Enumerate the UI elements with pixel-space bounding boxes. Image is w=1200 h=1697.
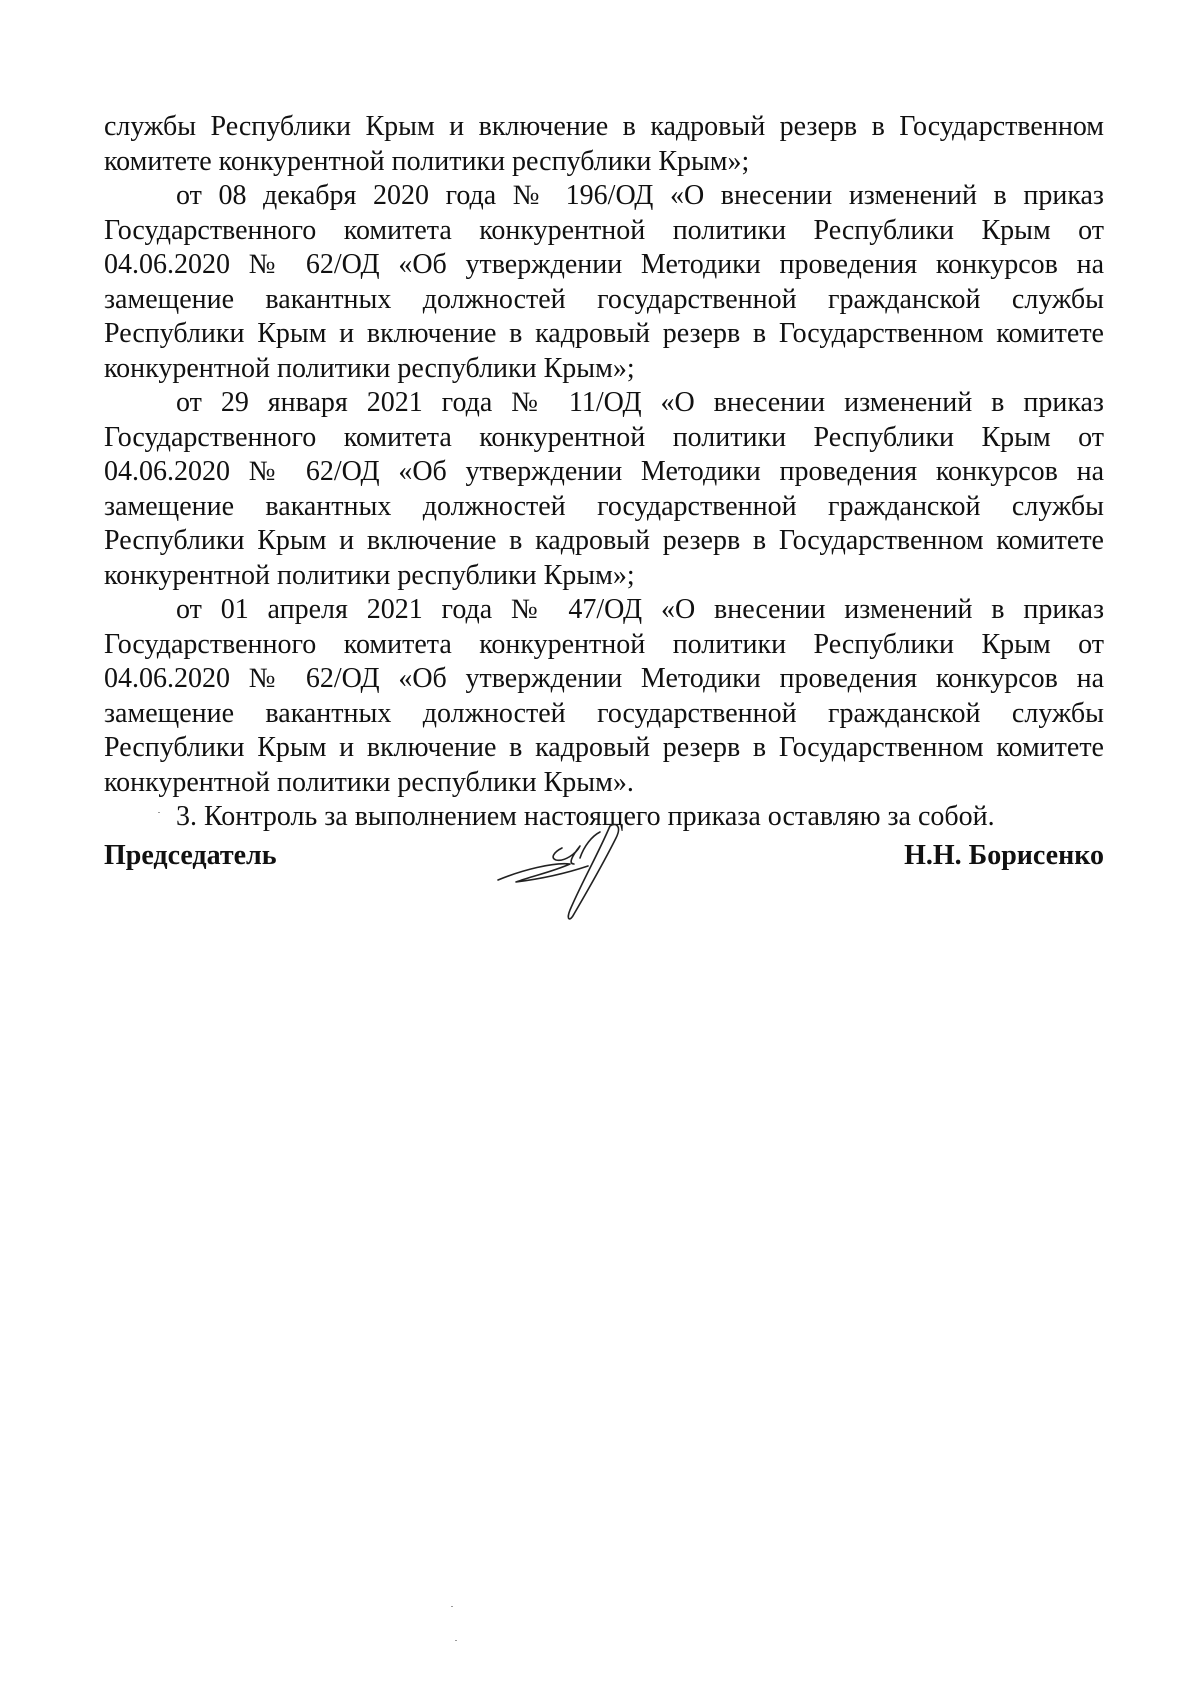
scan-speck [451,1606,453,1607]
handwritten-signature-icon [492,818,642,928]
scan-speck [158,812,160,813]
paragraph-order-11: от 29 января 2021 года № 11/ОД «О внесении изменений в приказ Государственного комитета конкурентной политики Республики Крым от 04.06.2020 № 62/ОД «Об утверждении Методики проведения конкурсов на замещение вакантных должностей государственной гражданской службы Республики Крым и включение в кадровый резерв в Государственном комитете конкурентной политики республики Крым»; [104,387,1104,591]
signature-block [104,828,1104,918]
paragraph-order-196: от 08 декабря 2020 года № 196/ОД «О внесении изменений в приказ Государственного комитета конкурентной политики Республики Крым от 04.06.2020 № 62/ОД «Об утверждении Методики проведения конкурсов на замещение вакантных должностей государственной гражданской службы Республики Крым и включение в кадровый резерв в Государственном комитете конкурентной политики республики Крым»; [104,180,1104,384]
signatory-title: Председатель [104,840,277,871]
scan-speck [455,1640,457,1641]
paragraph-control-clause: 3. Контроль за выполнением настоящего приказа оставляю за собой. [176,801,995,832]
document-body [104,110,1104,835]
paragraph-order-47: от 01 апреля 2021 года № 47/ОД «О внесении изменений в приказ Государственного комитета конкурентной политики Республики Крым от 04.06.2020 № 62/ОД «Об утверждении Методики проведения конкурсов на замещение вакантных должностей государственной гражданской службы Республики Крым и включение в кадровый резерв в Государственном комитете конкурентной политики республики Крым». [104,594,1104,798]
paragraph-continuation: службы Республики Крым и включение в кадровый резерв в Государственном комитете конкурентной политики республики Крым»; [104,111,1104,177]
signatory-name: Н.Н. Борисенко [904,840,1104,871]
